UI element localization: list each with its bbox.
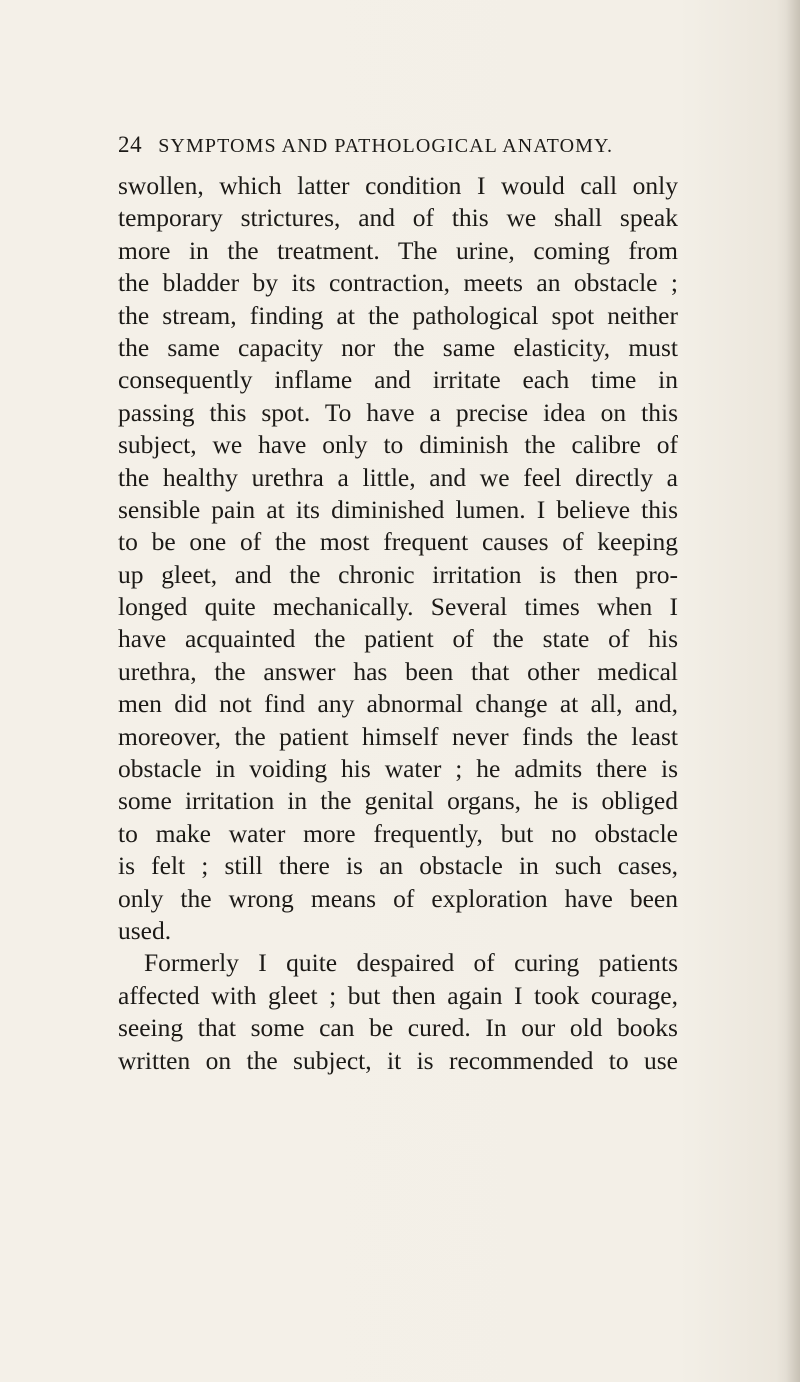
text-line: some irritation in the genital organs, he is obliged <box>118 786 678 816</box>
text-line: have acquainted the patient of the state of his <box>118 624 678 654</box>
text-line: longed quite mechanically. Several times when I <box>118 592 678 622</box>
text-line: urethra, the answer has been that other medical <box>118 656 678 686</box>
text-line: seeing that some can be cured. In our old books <box>118 1013 678 1043</box>
text-line: the healthy urethra a little, and we feel directly a <box>118 462 678 492</box>
text-line: sensible pain at its diminished lumen. I believe this <box>118 494 678 524</box>
text-line: swollen, which latter condition I would call only <box>118 171 678 200</box>
text-line: affected with gleet ; but then again I took courage, <box>118 980 678 1010</box>
text-line: the stream, finding at the pathological spot neither <box>118 300 678 330</box>
body-text <box>118 170 678 1077</box>
text-line: temporary strictures, and of this we shall speak <box>118 203 678 233</box>
text-line: subject, we have only to diminish the calibre of <box>118 430 678 460</box>
text-line: the bladder by its contraction, meets an obstacle ; <box>118 268 678 298</box>
text-line: to be one of the most frequent causes of keeping <box>118 527 678 557</box>
running-head-title: SYMPTOMS AND PATHOLOGICAL ANATOMY. <box>158 135 614 157</box>
page-edge-shadow <box>786 0 800 1382</box>
text-line: up gleet, and the chronic irritation is then pro- <box>118 559 678 589</box>
text-line: obstacle in voiding his water ; he admits there is <box>118 754 678 784</box>
text-line: moreover, the patient himself never finds the least <box>118 721 678 751</box>
text-line: is felt ; still there is an obstacle in such cases, <box>118 851 678 881</box>
paragraph-end-line: used. <box>118 915 172 945</box>
paragraph-start-line: Formerly I quite despaired of curing patients <box>144 948 678 978</box>
text-line: men did not find any abnormal change at all, and, <box>118 689 678 719</box>
text-line: the same capacity nor the same elasticity, must <box>118 332 678 362</box>
text-line: only the wrong means of exploration have been <box>118 883 678 913</box>
text-line: passing this spot. To have a precise idea on this <box>118 397 678 427</box>
text-line: more in the treatment. The urine, coming from <box>118 235 678 265</box>
text-line: written on the subject, it is recommended to use <box>118 1045 678 1075</box>
page-number: 24 <box>118 132 143 157</box>
running-head <box>118 132 678 158</box>
text-line: to make water more frequently, but no obstacle <box>118 818 678 848</box>
text-line: consequently inflame and irritate each time in <box>118 365 678 395</box>
